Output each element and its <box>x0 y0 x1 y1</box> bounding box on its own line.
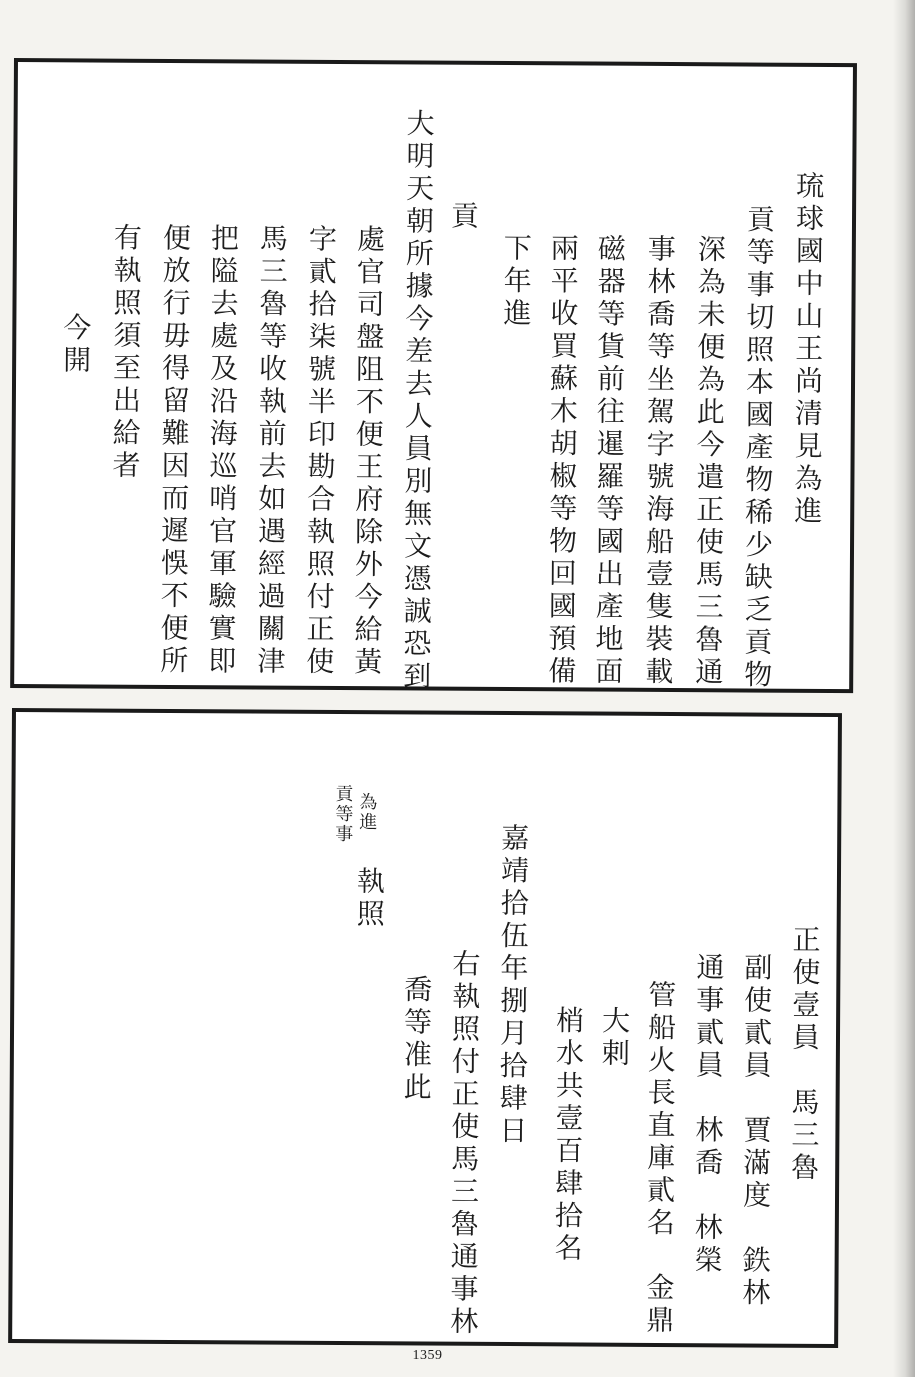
text-column: 琉球國中山王尚清見為進 <box>790 170 826 529</box>
page-number: 1359 <box>412 1348 443 1363</box>
document-panel-top <box>10 58 857 693</box>
text-column: 貢等事切照本國產物稀少缺乏貢物 <box>740 204 777 693</box>
text-column: 大明天朝所據今差去人員別無文憑誠恐到 <box>399 108 436 694</box>
text-column: 右執照付正使馬三魯通事林 <box>446 948 482 1339</box>
text-column: 兩平收買蘇木胡椒等物回國預備 <box>544 233 580 689</box>
text-column: 通事貳員 林喬 林榮 <box>690 952 726 1278</box>
text-column: 執照 <box>352 866 387 932</box>
text-column: 便放行毋得留難因而遲悞不便所 <box>156 222 192 679</box>
text-column: 今開 <box>59 312 93 378</box>
text-column: 喬等准此 <box>399 974 434 1105</box>
text-column: 下年進 <box>499 232 533 331</box>
text-column: 馬三魯等收執前去如遇經過關津 <box>253 223 289 679</box>
text-column-note: 貢等事 <box>332 783 354 845</box>
text-column: 字貳拾柒號半印勘合執照付正使 <box>302 223 338 679</box>
text-column: 正使壹員 馬三魯 <box>787 924 822 1185</box>
text-column: 磁器等貨前往暹羅等國出產地面 <box>591 233 627 689</box>
text-column: 深為未便為此今遣正使馬三魯通 <box>691 234 727 690</box>
text-column: 梢水共壹百肆拾名 <box>550 1005 586 1266</box>
text-column: 嘉靖拾伍年捌月拾肆日 <box>495 822 531 1149</box>
text-column: 大剌 <box>597 1005 632 1071</box>
text-column-note: 為進 <box>356 792 378 833</box>
text-column: 管船火長直庫貳名 金鼎 <box>642 979 678 1338</box>
document-panel-bottom <box>8 708 842 1348</box>
text-column: 把隘去處及沿海巡哨官軍驗實即 <box>204 223 240 679</box>
text-column: 處官司盤阻不便王府除外今給黃 <box>350 224 386 680</box>
text-column: 貢 <box>446 200 481 234</box>
page-edge-shadow <box>893 0 915 1377</box>
text-column: 事林喬等坐駕字號海船壹隻裝載 <box>641 233 677 690</box>
text-column: 副使貳員 賈滿度 鉄林 <box>738 952 774 1311</box>
text-column: 有執照須至出給者 <box>108 222 143 483</box>
